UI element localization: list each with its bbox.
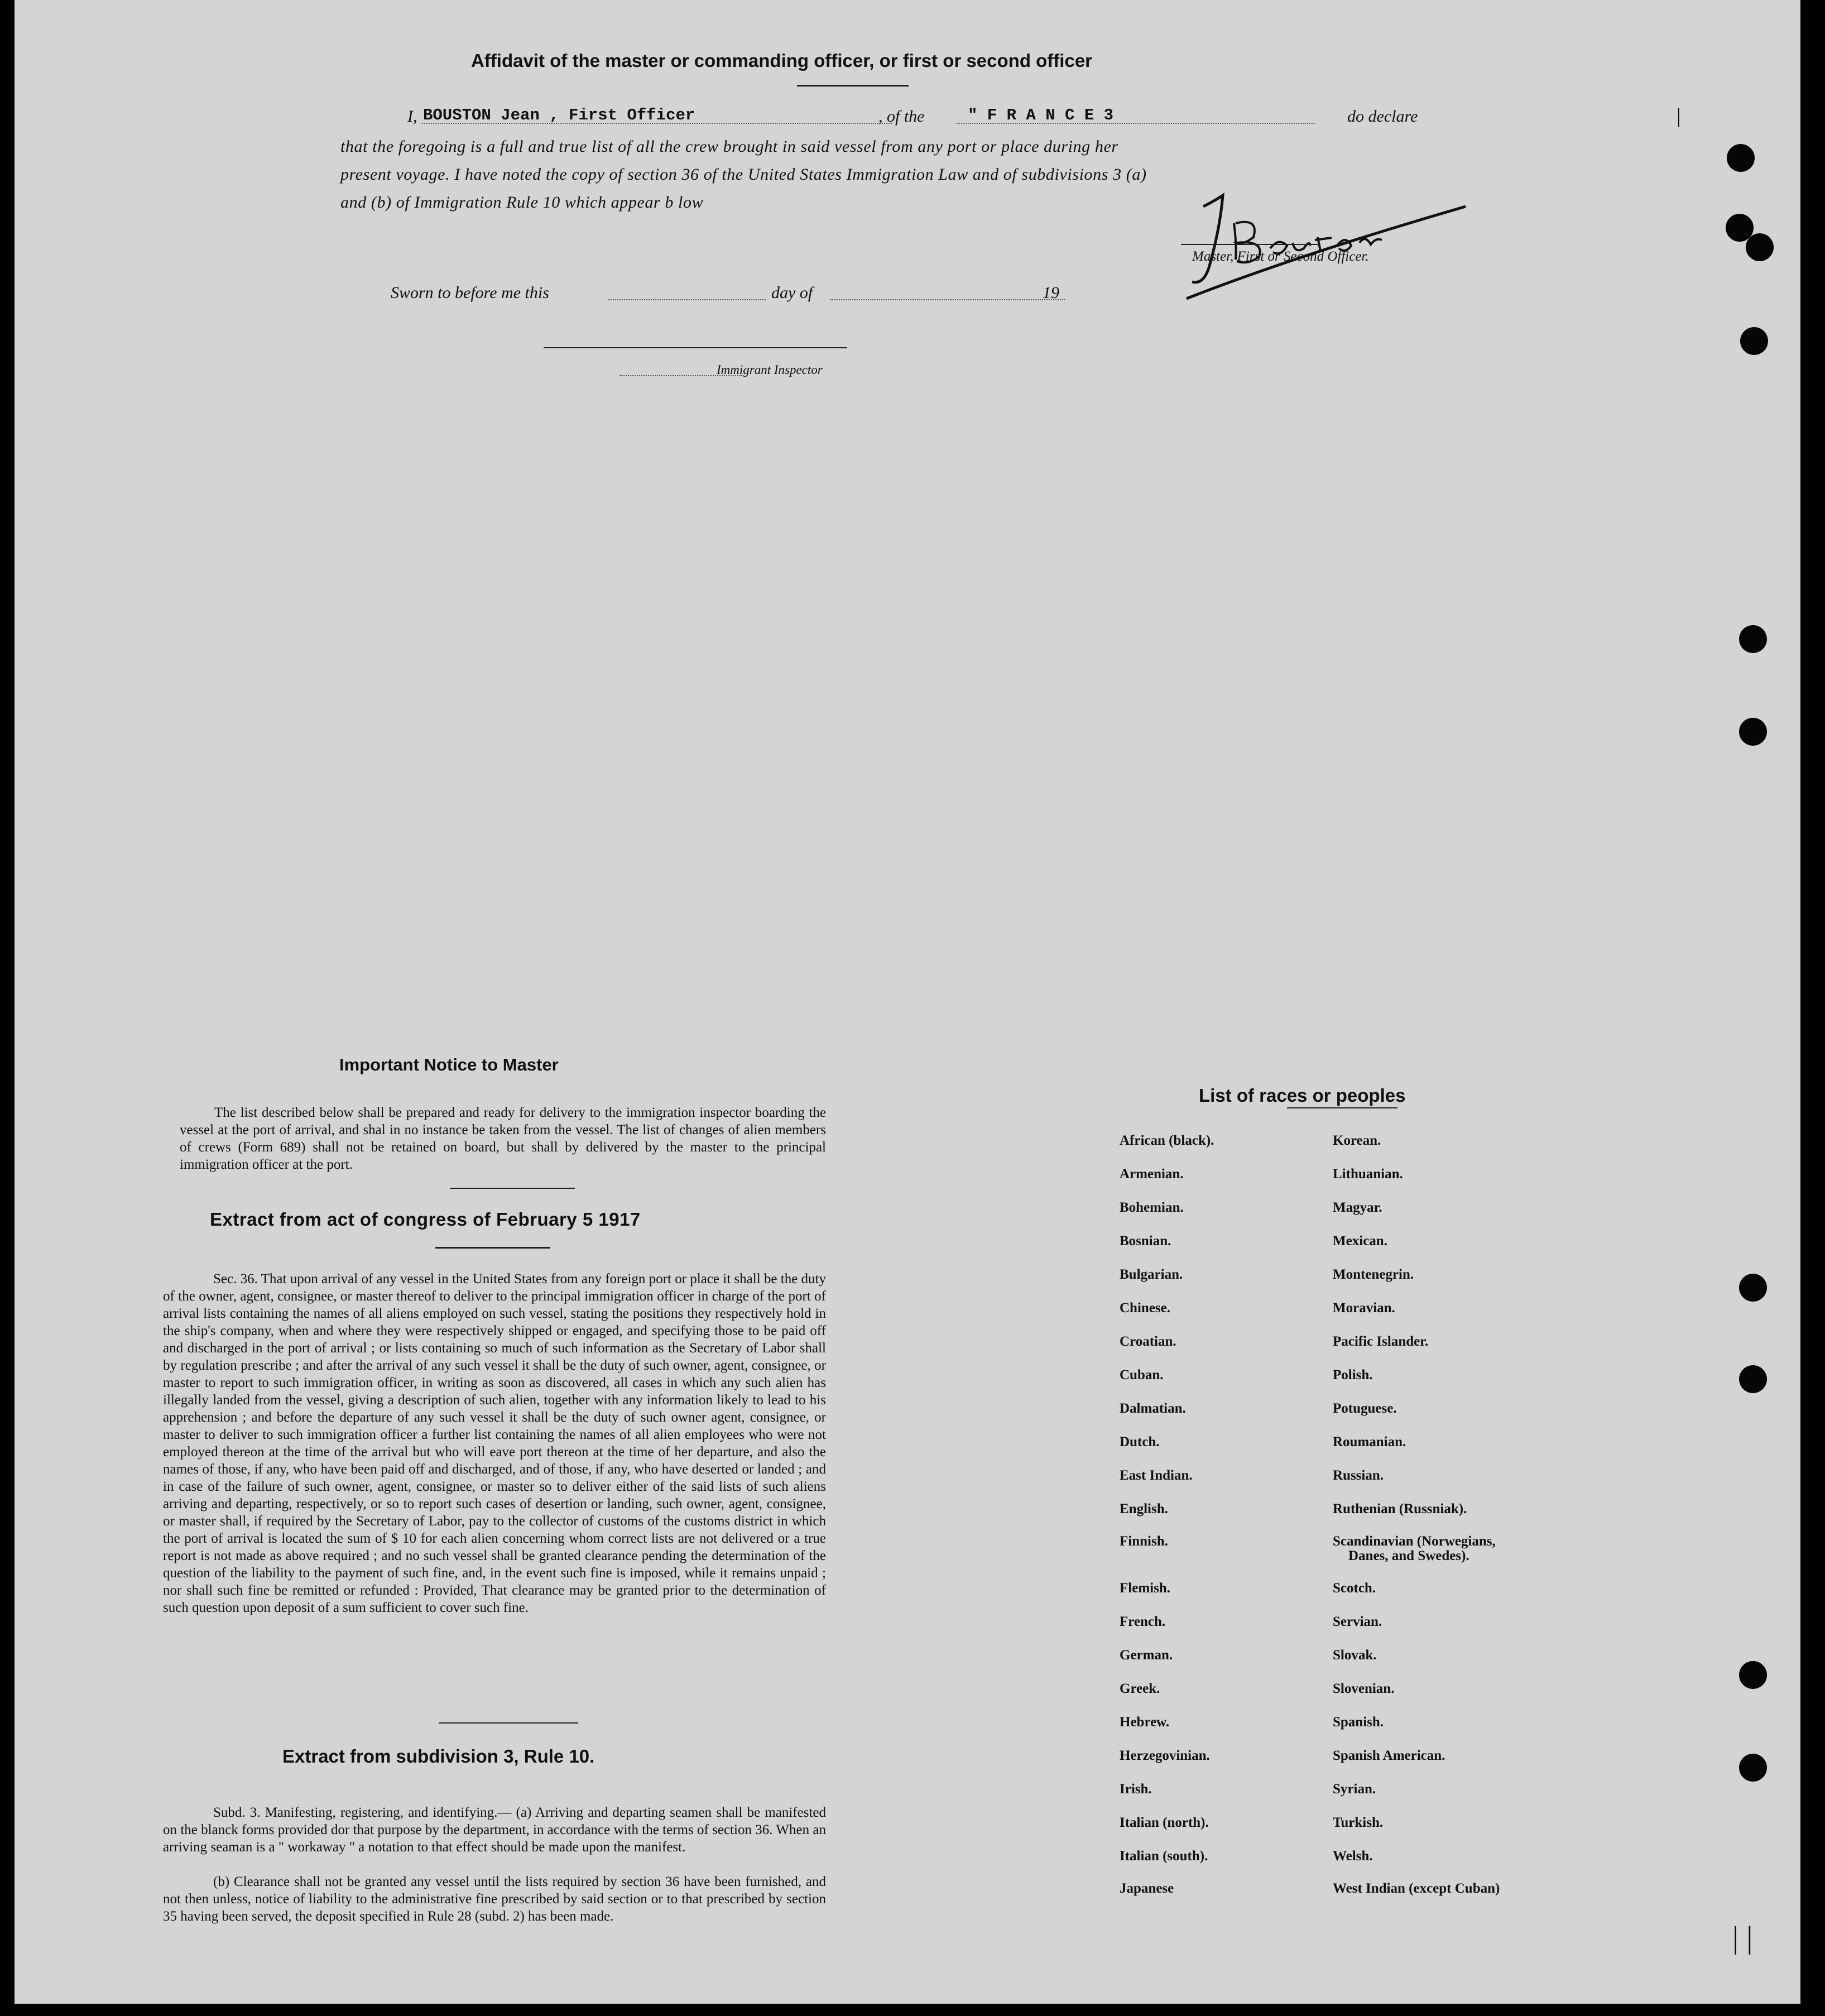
race-col1-item: Dutch. <box>1120 1434 1160 1449</box>
affidavit-title: Affidavit of the master or commanding officer, or first or second officer <box>471 50 1093 71</box>
vessel-name-typed: " F R A N C E 3 <box>968 106 1114 124</box>
race-col2-item: Potuguese. <box>1333 1401 1397 1416</box>
signature-caption: Master, First or Second Officer. <box>1192 249 1369 264</box>
race-col2-item: West Indian (except Cuban) <box>1333 1881 1500 1896</box>
extract-act-title: Extract from act of congress of February 5 1917 <box>210 1209 641 1230</box>
punch-hole-9 <box>1739 1661 1767 1689</box>
affidavit-do-declare: do declare <box>1347 107 1418 126</box>
race-col2-item: Pacific Islander. <box>1333 1334 1429 1349</box>
race-col2-item: Roumanian. <box>1333 1434 1406 1449</box>
punch-hole-6 <box>1739 718 1767 746</box>
race-col2-item: Polish. <box>1333 1367 1373 1383</box>
race-col1-item: East Indian. <box>1120 1468 1193 1483</box>
race-col2-item-continued: Danes, and Swedes). <box>1348 1548 1469 1563</box>
race-col2-item: Scotch. <box>1333 1581 1376 1596</box>
race-col2-item: Syrian. <box>1333 1782 1376 1797</box>
affidavit-of-the: , of the <box>878 107 925 126</box>
race-col2-item: Slovenian. <box>1333 1681 1395 1696</box>
race-col1-item: Croatian. <box>1120 1334 1176 1349</box>
race-col1-item: Bulgarian. <box>1120 1267 1183 1282</box>
extract-act-end-rule <box>439 1722 578 1724</box>
extract-act-body: Sec. 36. That upon arrival of any vessel in the United States from any foreign port or place it shall be the duty of the owner, agent, consignee, or master thereof to deliver to the principal immigration officer in charge of the port of arrival lists containing the names of all aliens employed on such vessel, stating the positions they respectively hold in the ship's company, when and where they were respectively shipped or engaged, and specifying those to be paid off and discharged in the port of arrival ; or lists containing so much of such information as the Secretary of Labor shall by regulation prescribe ; and after the arrival of any such vessel it shall be the duty of such owner, agent, consignee, or master to report to such immigration officer, in writing as soon as discovered, all cases in which any such alien has illegally landed from the vessel, giving a description of such alien, together with any information likely to lead to his apprehension ; and before the departure of any such vessel it shall be the duty of such owner agent, consignee, or master to deliver to such immigration officer a further list containing the names of all alien employees who were not employed thereon at the time of the arrival but who will eave port thereon at the time of her departure, and also the names of those, if any, who have been paid off and discharged, and of those, if any, who have deserted or landed ; and in case of the failure of such owner, agent, consignee, or master so to deliver either of the said lists of such aliens arriving and departing, respectively, or so to report such cases of desertion or landing, such owner, agent, consignee, or master shall, if required by the Secretary of Labor, pay to the collector of customs of the customs district in which the port of arrival is located the sum of $ 10 for each alien concerning whom correct lists are not delivered or a true report is not made as above required ; and no such vessel shall be granted clearance pending the determination of the question of the liability to the payment of such fine, and, in the event such fine is imposed, while it remains unpaid ; nor shall such fine be remitted or refunded : Provided, That clearance may be granted prior to the determination of such question upon deposit of a sum sufficient to cover such fine. <box>163 1271 826 1615</box>
notice-rule <box>450 1188 575 1189</box>
race-col1-item: Bohemian. <box>1120 1200 1184 1215</box>
punch-hole-7 <box>1739 1274 1767 1302</box>
race-col1-item: French. <box>1120 1614 1166 1629</box>
races-title: List of races or peoples <box>1199 1085 1406 1106</box>
sworn-label: Sworn to before me this <box>391 284 549 302</box>
affidavit-line-3: present voyage. I have noted the copy of section 36 of the United States Immigration Law and of subdivisions 3 (a) <box>340 165 1147 184</box>
race-col2-item: Welsh. <box>1333 1849 1373 1864</box>
punch-hole-3 <box>1746 233 1774 261</box>
races-title-rule <box>1287 1107 1397 1108</box>
race-col1-item: Italian (north). <box>1120 1815 1209 1830</box>
margin-mark-top: | <box>1677 104 1681 128</box>
race-col1-item: German. <box>1120 1648 1173 1663</box>
race-col1-item: Irish. <box>1120 1782 1152 1797</box>
race-col2-item: Korean. <box>1333 1133 1381 1148</box>
affidavit-i: I, <box>407 107 417 126</box>
race-col1-item: Bosnian. <box>1120 1233 1171 1249</box>
race-col1-item: Chinese. <box>1120 1300 1170 1316</box>
race-col1-item: Dalmatian. <box>1120 1401 1186 1416</box>
race-col1-item: Armenian. <box>1120 1167 1184 1182</box>
race-col2-item: Servian. <box>1333 1614 1382 1629</box>
race-col1-item: Japanese <box>1120 1881 1174 1896</box>
race-col2-item: Spanish American. <box>1333 1748 1445 1763</box>
race-col1-item: Flemish. <box>1120 1581 1170 1596</box>
race-col1-item: African (black). <box>1120 1133 1214 1148</box>
extract-rule-title: Extract from subdivision 3, Rule 10. <box>282 1746 595 1767</box>
race-col1-item: Hebrew. <box>1120 1715 1170 1730</box>
extract-rule-para-a: Subd. 3. Manifesting, registering, and identifying.— (a) Arriving and departing seamen shall be manifested on the blanck forms provided dor that purpose by the department, in accordance with the terms of section 36. When an arriving seaman is a " workaway " a notation to that effect should be made upon the manifest. <box>163 1805 826 1855</box>
race-col2-item: Mexican. <box>1333 1233 1387 1249</box>
race-col1-item: English. <box>1120 1501 1168 1516</box>
race-col2-item: Moravian. <box>1333 1300 1395 1316</box>
race-col1-item: Greek. <box>1120 1681 1160 1696</box>
inspector-caption: Immigrant Inspector <box>717 363 823 377</box>
race-col2-item: Montenegrin. <box>1333 1267 1414 1282</box>
notice-title: Important Notice to Master <box>339 1055 559 1074</box>
race-col2-item: Slovak. <box>1333 1648 1377 1663</box>
race-col1-item: Cuban. <box>1120 1367 1164 1383</box>
extract-act-rule <box>435 1247 550 1249</box>
punch-hole-10 <box>1739 1754 1767 1782</box>
race-col1-item: Italian (south). <box>1120 1849 1208 1864</box>
race-col2-item: Russian. <box>1333 1468 1384 1483</box>
affidavit-line-4: and (b) of Immigration Rule 10 which appear b low <box>340 193 704 212</box>
punch-hole-1 <box>1727 144 1755 172</box>
sworn-day-blank <box>608 299 766 300</box>
punch-hole-4 <box>1740 327 1768 355</box>
notice-body: The list described below shall be prepared and ready for delivery to the immigration inspector boarding the vessel at the port of arrival, and shal in no instance be taken from the vessel. The list of changes of alien members of crews (Form 689) shall not be retained on board, but shall by delivered by the master to the principal immigration officer at the port. <box>180 1105 826 1172</box>
sworn-year: 19 <box>1043 284 1059 302</box>
affidavit-line-2: that the foregoing is a full and true list of all the crew brought in said vessel from any port or place during her <box>340 137 1118 156</box>
affidavit-title-rule <box>797 85 909 87</box>
inspector-rule-upper <box>544 347 847 348</box>
race-col1-item: Herzegovinian. <box>1120 1748 1210 1763</box>
officer-signature <box>1181 184 1471 301</box>
race-col2-item: Scandinavian (Norwegians, <box>1333 1534 1496 1549</box>
race-col2-item: Turkish. <box>1333 1815 1384 1830</box>
day-of-label: day of <box>771 284 813 302</box>
punch-hole-8 <box>1739 1365 1767 1393</box>
document-page <box>15 0 1800 2004</box>
margin-mark-bottom: | | <box>1732 1921 1753 1955</box>
punch-hole-5 <box>1739 625 1767 653</box>
race-col2-item: Ruthenian (Russniak). <box>1333 1501 1467 1516</box>
officer-name-typed: BOUSTON Jean , First Officer <box>423 106 695 124</box>
race-col2-item: Spanish. <box>1333 1715 1384 1730</box>
extract-rule-para-b: (b) Clearance shall not be granted any vessel until the lists required by section 36 have been furnished, and not then unless, notice of liability to the administrative fine prescribed by said section or to that prescribed by section 35 having been served, the deposit specified in Rule 28 (subd. 2) has been made. <box>163 1874 826 1924</box>
race-col1-item: Finnish. <box>1120 1534 1168 1549</box>
race-col2-item: Magyar. <box>1333 1200 1382 1215</box>
race-col2-item: Lithuanian. <box>1333 1167 1403 1182</box>
sworn-month-blank <box>830 299 1065 300</box>
